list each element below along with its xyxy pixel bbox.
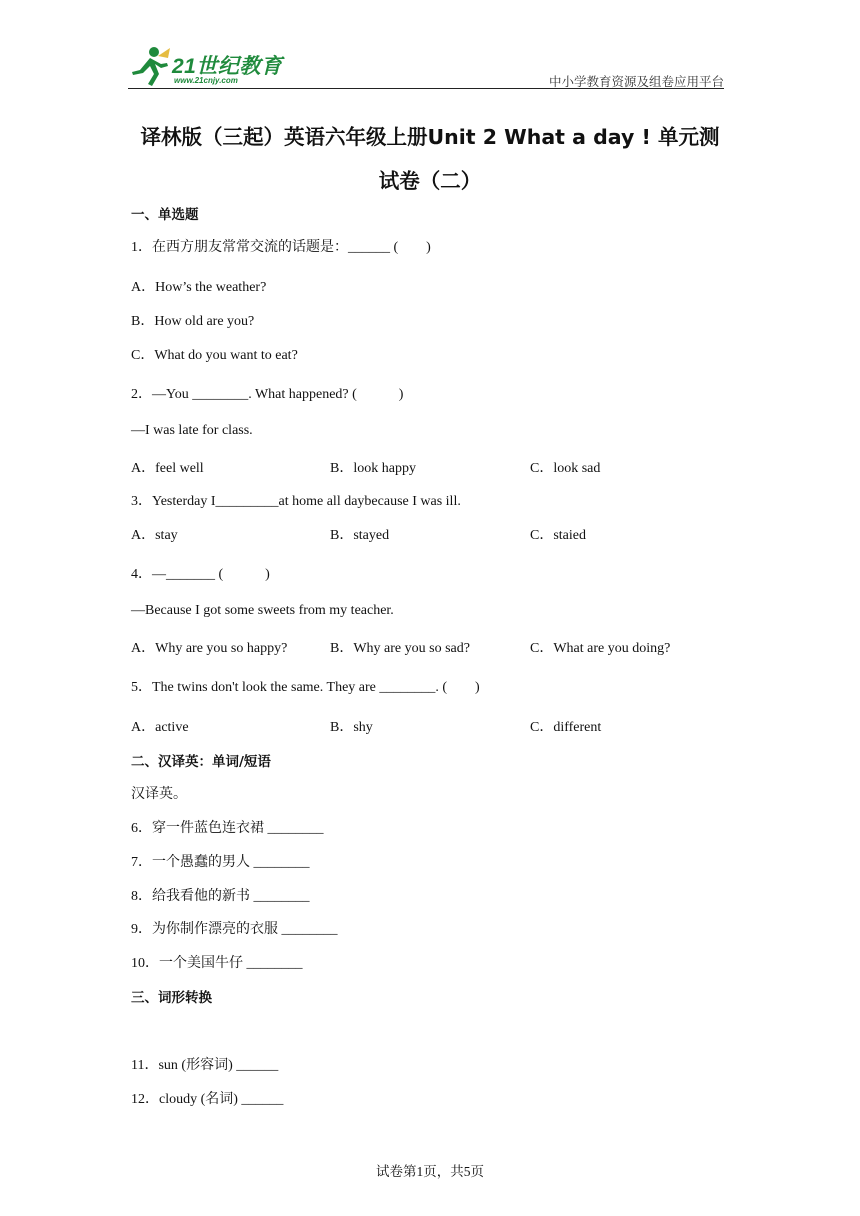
question-6: 6．穿一件蓝色连衣裙 ________ — [131, 821, 324, 836]
question-2-option-a: A．feel well — [131, 461, 204, 476]
question-4-stem: 4．—_______ ( ) — [131, 567, 270, 582]
header-divider — [128, 88, 724, 89]
question-5-option-b: B．shy — [330, 720, 373, 735]
question-2-option-c: C．look sad — [530, 461, 601, 476]
question-9: 9．为你制作漂亮的衣服 ________ — [131, 922, 338, 937]
question-3-option-b: B．stayed — [330, 528, 390, 543]
question-1-option-b: B．How old are you? — [131, 314, 255, 329]
question-2-stem: 2．—You ________. What happened? ( ) — [131, 387, 404, 402]
site-logo — [128, 44, 288, 92]
header-platform-text: 中小学教育资源及组卷应用平台 — [548, 75, 724, 89]
logo-url: www.21cnjy.com — [174, 76, 238, 85]
section-heading-translation: 二、汉译英：单词/短语 — [131, 754, 271, 770]
logo-text: 21世纪教育 — [172, 55, 283, 78]
question-1-option-a: A．How’s the weather? — [131, 280, 267, 295]
section-heading-word-forms: 三、词形转换 — [131, 990, 212, 1006]
page-title-line1: 译林版（三起）英语六年级上册Unit 2 What a day ! 单元测 — [140, 125, 720, 149]
question-3-option-a: A．stay — [131, 528, 178, 543]
question-3-option-c: C．staied — [530, 528, 586, 543]
question-7: 7．一个愚蠢的男人 ________ — [131, 855, 310, 870]
question-11: 11．sun (形容词) ______ — [131, 1058, 279, 1073]
question-4-option-b: B．Why are you so sad? — [330, 641, 470, 656]
question-1-stem: 1．在西方朋友常常交流的话题是：______ ( ) — [131, 240, 431, 255]
runner-logo-icon — [128, 44, 172, 88]
section-heading-single-choice: 一、单选题 — [131, 207, 199, 223]
question-4-option-a: A．Why are you so happy? — [131, 641, 288, 656]
question-5-stem: 5．The twins don't look the same. They are ________. ( ) — [131, 680, 480, 695]
section-2-instruction: 汉译英。 — [131, 787, 187, 802]
question-12: 12．cloudy (名词) ______ — [131, 1092, 284, 1107]
question-3-stem: 3．Yesterday I_________at home all daybecause I was ill. — [131, 494, 461, 509]
question-5-option-c: C．different — [530, 720, 602, 735]
question-2-option-b: B．look happy — [330, 461, 416, 476]
question-4-option-c: C．What are you doing? — [530, 641, 671, 656]
question-2-response: —I was late for class. — [131, 423, 253, 438]
question-5-option-a: A．active — [131, 720, 189, 735]
question-1-option-c: C．What do you want to eat? — [131, 348, 298, 363]
question-8: 8．给我看他的新书 ________ — [131, 889, 310, 904]
page-footer: 试卷第1页，共5页 — [376, 1164, 484, 1179]
question-4-response: —Because I got some sweets from my teacher. — [131, 603, 394, 618]
page-title-line2: 试卷（二） — [378, 169, 482, 193]
question-10: 10．一个美国牛仔 ________ — [131, 956, 303, 971]
